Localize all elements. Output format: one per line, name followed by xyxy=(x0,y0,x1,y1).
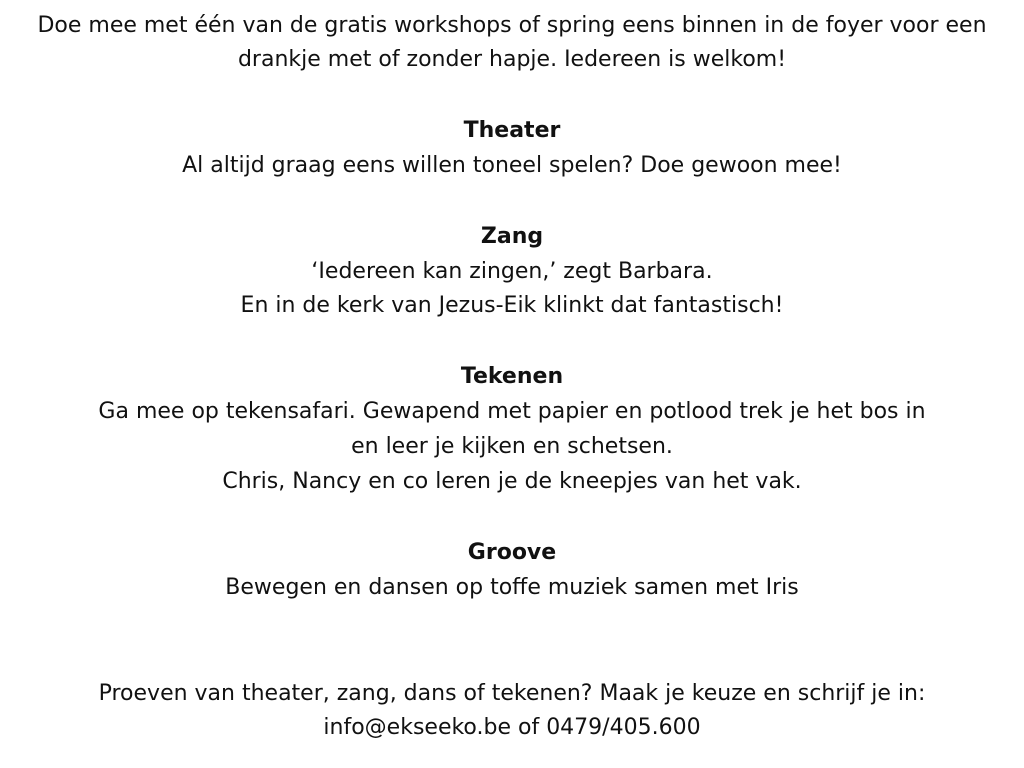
intro-line-1: Doe mee met één van de gratis workshops of spring eens binnen in de foyer voor een xyxy=(37,13,987,38)
intro-line-2: drankje met of zonder hapje. Iedereen is welkom! xyxy=(237,47,787,72)
section-text-groove: Bewegen en dansen op toffe muziek samen met Iris xyxy=(225,575,799,600)
section-text-zang-1: ‘Iedereen kan zingen,’ zegt Barbara. xyxy=(311,259,713,284)
footer-contact: info@ekseeko.be of 0479/405.600 xyxy=(323,715,701,740)
section-text-zang-2: En in de kerk van Jezus-Eik klinkt dat fantastisch! xyxy=(240,293,784,318)
section-title-groove: Groove xyxy=(467,540,557,565)
section-title-theater: Theater xyxy=(463,118,561,143)
section-text-tekenen-3: Chris, Nancy en co leren je de kneepjes van het vak. xyxy=(222,469,802,494)
footer-line-1: Proeven van theater, zang, dans of tekenen? Maak je keuze en schrijf je in: xyxy=(98,681,926,706)
section-title-tekenen: Tekenen xyxy=(460,364,564,389)
section-text-tekenen-2: en leer je kijken en schetsen. xyxy=(351,434,673,459)
section-title-zang: Zang xyxy=(480,224,544,249)
section-text-theater: Al altijd graag eens willen toneel spelen? Doe gewoon mee! xyxy=(182,153,842,178)
section-text-tekenen-1: Ga mee op tekensafari. Gewapend met papier en potlood trek je het bos in xyxy=(98,399,926,424)
